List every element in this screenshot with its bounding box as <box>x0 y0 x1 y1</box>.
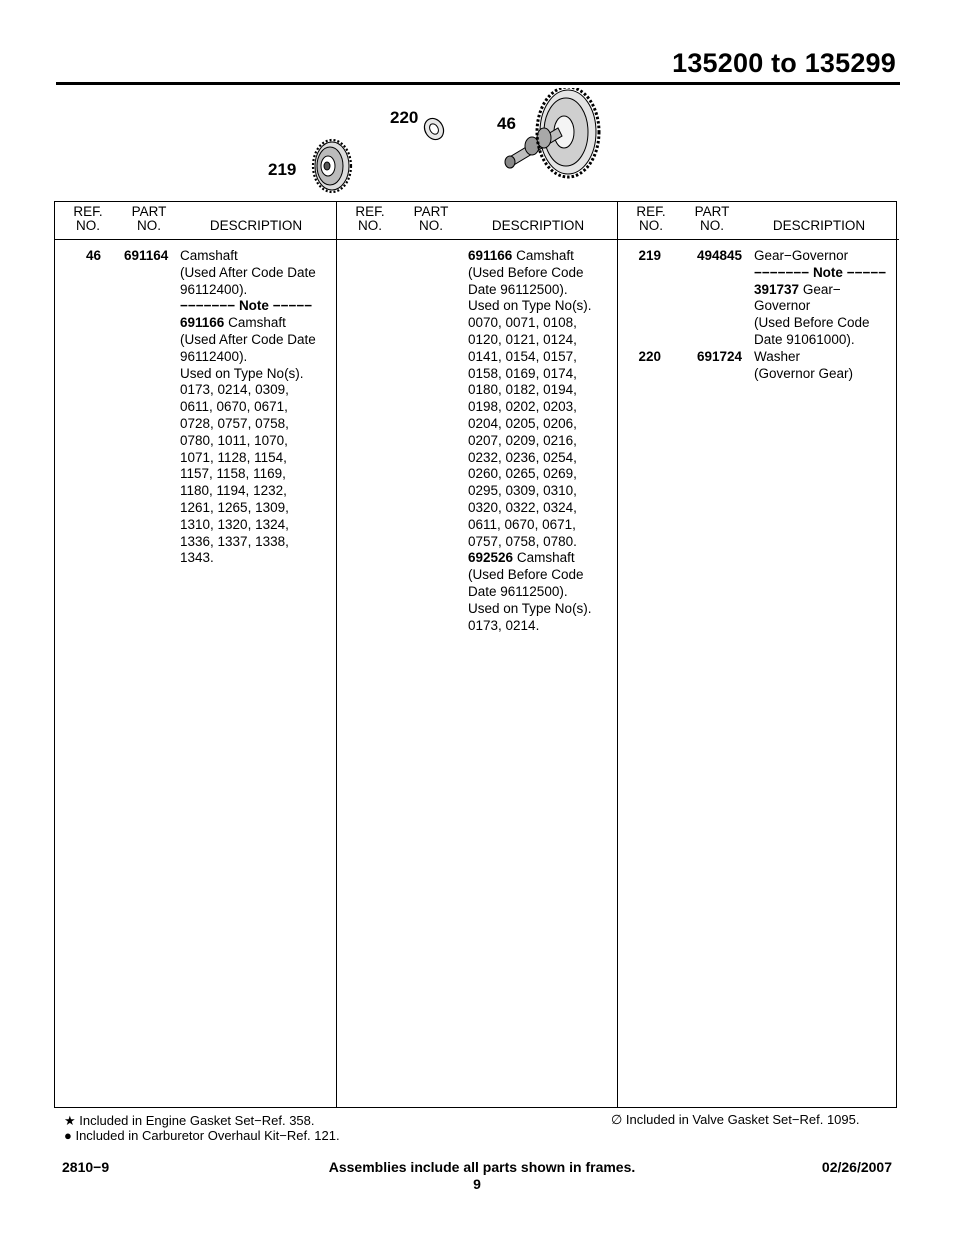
footnote-valve-gasket: ∅ Included in Valve Gasket Set−Ref. 1095. <box>611 1112 860 1127</box>
page-title: 135200 to 135299 <box>672 48 896 78</box>
footer-doc-number: 2810−9 <box>62 1159 110 1175</box>
desc-line: 0728, 0757, 0758, <box>180 415 289 431</box>
alt-part: 391737 Gear− <box>754 281 841 297</box>
desc-line: (Used After Code Date <box>180 264 316 280</box>
desc-line: 0173, 0214. <box>468 617 540 633</box>
desc-line: (Used After Code Date <box>180 331 316 347</box>
ref-no-header: REF. NO. <box>355 204 385 233</box>
footer-date: 02/26/2007 <box>821 1159 892 1175</box>
part-no: 494845 <box>697 248 743 263</box>
ref-label-219: 219 <box>268 160 297 179</box>
part-no: 691164 <box>124 248 169 263</box>
part-no-header: PART NO. <box>694 204 730 233</box>
desc-line: 0204, 0205, 0206, <box>468 415 577 431</box>
desc-line: 0180, 0182, 0194, <box>468 382 577 398</box>
desc-line: 0158, 0169, 0174, <box>468 365 577 381</box>
note-divider: −−−−−−− Note −−−−− <box>754 264 887 280</box>
footnotes-left <box>64 1113 340 1143</box>
desc-line: 0780, 1011, 1070, <box>180 432 288 448</box>
desc-line: Used on Type No(s). <box>468 600 592 616</box>
desc-line: 1180, 1194, 1232, <box>180 483 287 499</box>
footer-note: Assemblies include all parts shown in frames. <box>328 1159 636 1175</box>
desc-line: Used on Type No(s). <box>180 365 304 381</box>
ref-no: 46 <box>85 248 101 263</box>
desc-line: 0611, 0670, 0671, <box>180 399 288 415</box>
page-number: 9 <box>473 1176 481 1192</box>
part-no: 691724 <box>697 349 743 364</box>
desc-line: 0070, 0071, 0108, <box>468 315 577 331</box>
desc-line: 0611, 0670, 0671, <box>468 516 576 532</box>
part-name: Washer <box>754 349 801 364</box>
washer-illustration <box>420 114 448 144</box>
desc-line: 0120, 0121, 0124, <box>468 331 577 347</box>
desc-line: 0198, 0202, 0203, <box>468 399 577 415</box>
governor-gear-illustration <box>306 138 354 194</box>
desc-line: Date 91061000). <box>754 331 855 347</box>
desc-line: 1336, 1337, 1338, <box>180 533 289 549</box>
desc-line: 0757, 0758, 0780. <box>468 533 577 549</box>
desc-line: 1343. <box>180 550 214 566</box>
description <box>180 248 316 567</box>
desc-line: (Governor Gear) <box>754 365 854 381</box>
table-column-3 <box>617 202 899 1107</box>
description <box>754 349 853 383</box>
ref-no: 219 <box>638 248 661 263</box>
ref-no-header: REF. NO. <box>636 204 666 233</box>
desc-line: 0295, 0309, 0310, <box>468 483 577 499</box>
ref-label-46: 46 <box>497 114 516 133</box>
ref-no-header: REF. NO. <box>73 204 103 233</box>
desc-line: Governor <box>754 298 811 314</box>
description-header: DESCRIPTION <box>209 218 303 233</box>
camshaft-illustration <box>498 88 604 184</box>
footnote-carburetor-kit: ● Included in Carburetor Overhaul Kit−Ref. 121. <box>64 1128 340 1143</box>
column-header <box>337 202 618 240</box>
desc-line: 0173, 0214, 0309, <box>180 382 289 398</box>
desc-line: 1310, 1320, 1324, <box>180 516 289 532</box>
part-name: Gear−Governor <box>754 248 849 263</box>
desc-line: Date 96112500). <box>468 583 568 599</box>
desc-line: 1071, 1128, 1154, <box>180 449 287 465</box>
description-header: DESCRIPTION <box>491 218 585 233</box>
desc-line: 0320, 0322, 0324, <box>468 499 577 515</box>
desc-line: 0232, 0236, 0254, <box>468 449 577 465</box>
column-header <box>618 202 899 240</box>
desc-line: (Used Before Code <box>468 567 584 583</box>
part-name: Camshaft <box>180 248 238 263</box>
part-no-header: PART NO. <box>131 204 167 233</box>
table-column-2 <box>336 202 618 1107</box>
description <box>754 248 886 349</box>
desc-line: Used on Type No(s). <box>468 298 592 314</box>
alt-part: 691166 Camshaft <box>180 315 286 331</box>
alt-part: 691166 Camshaft <box>468 248 574 263</box>
title-rule <box>56 82 900 85</box>
part-no-header: PART NO. <box>413 204 449 233</box>
desc-line: Date 96112500). <box>468 281 568 297</box>
desc-line: 96112400). <box>180 281 248 297</box>
desc-line: 0141, 0154, 0157, <box>468 348 577 364</box>
description <box>468 248 592 634</box>
column-header <box>55 202 336 240</box>
desc-line: (Used Before Code <box>754 315 870 331</box>
desc-line: 1261, 1265, 1309, <box>180 499 289 515</box>
alt-part: 692526 Camshaft <box>468 550 575 566</box>
desc-line: 0260, 0265, 0269, <box>468 466 577 482</box>
table-column-1 <box>55 202 336 1107</box>
parts-table <box>54 201 897 1108</box>
desc-line: 1157, 1158, 1169, <box>180 466 286 482</box>
ref-no: 220 <box>638 349 661 364</box>
desc-line: 0207, 0209, 0216, <box>468 432 577 448</box>
desc-line: 96112400). <box>180 348 248 364</box>
description-header: DESCRIPTION <box>772 218 866 233</box>
footnote-gasket-set: ★ Included in Engine Gasket Set−Ref. 358. <box>64 1113 315 1128</box>
ref-label-220: 220 <box>390 108 419 127</box>
desc-line: (Used Before Code <box>468 264 584 280</box>
note-divider: −−−−−−− Note −−−−− <box>180 298 313 314</box>
